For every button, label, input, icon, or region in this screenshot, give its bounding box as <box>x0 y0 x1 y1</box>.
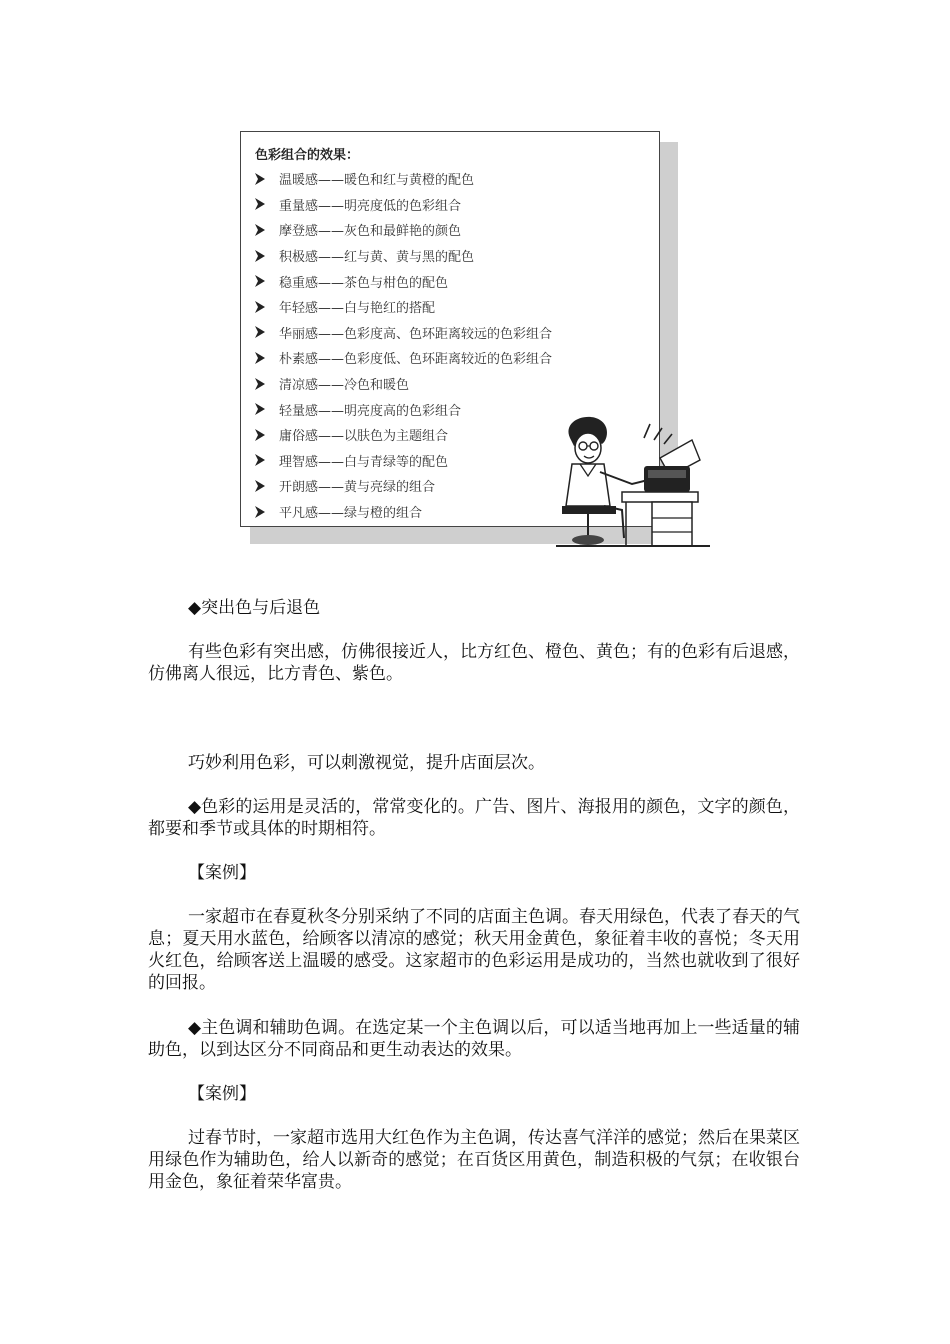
list-item: 摩登感——灰色和最鲜艳的颜色 <box>255 217 552 243</box>
typist-illustration <box>552 410 712 550</box>
arrow-bullet-icon <box>255 480 265 492</box>
list-item: 轻量感——明亮度高的色彩组合 <box>255 396 552 422</box>
arrow-bullet-icon <box>255 429 265 441</box>
list-item: 温暖感——暖色和红与黄橙的配色 <box>255 166 552 192</box>
list-item: 清凉感——冷色和暖色 <box>255 371 552 397</box>
body-paragraph: 有些色彩有突出感，仿佛很接近人，比方红色、橙色、黄色；有的色彩有后退感，仿佛离人很远，比方青色、紫色。 <box>148 642 800 684</box>
list-item: 重量感——明亮度低的色彩组合 <box>255 192 552 218</box>
arrow-bullet-icon <box>255 224 265 236</box>
body-paragraph: 过春节时，一家超市选用大红色作为主色调，传达喜气洋洋的感觉；然后在果菜区用绿色作为辅助色，给人以新奇的感觉；在百货区用黄色，制造积极的气氛；在收银台用金色，象征着荣华富贵。 <box>148 1128 800 1192</box>
list-item: 稳重感——茶色与柑色的配色 <box>255 268 552 294</box>
list-item: 庸俗感——以肤色为主题组合 <box>255 422 552 448</box>
arrow-bullet-icon <box>255 454 265 466</box>
arrow-bullet-icon <box>255 275 265 287</box>
arrow-bullet-icon <box>255 198 265 210</box>
body-paragraph: ◆色彩的运用是灵活的，常常变化的。广告、图片、海报用的颜色，文字的颜色，都要和季节或具体的时期相符。 <box>148 797 800 839</box>
body-paragraph: ◆主色调和辅助色调。在选定某一个主色调以后，可以适当地再加上一些适量的辅助色，以到达区分不同商品和更生动表达的效果。 <box>148 1018 800 1060</box>
figure-list <box>255 166 552 524</box>
list-item: 开朗感——黄与亮绿的组合 <box>255 473 552 499</box>
arrow-bullet-icon <box>255 506 265 518</box>
list-item: 年轻感——白与艳红的搭配 <box>255 294 552 320</box>
arrow-bullet-icon <box>255 326 265 338</box>
list-item: 积极感——红与黄、黄与黑的配色 <box>255 243 552 269</box>
section-heading: ◆突出色与后退色 <box>188 598 321 618</box>
list-item: 平凡感——绿与橙的组合 <box>255 499 552 525</box>
body-paragraph: 巧妙利用色彩，可以刺激视觉，提升店面层次。 <box>188 753 545 773</box>
arrow-bullet-icon <box>255 378 265 390</box>
list-item: 理智感——白与青绿等的配色 <box>255 448 552 474</box>
arrow-bullet-icon <box>255 250 265 262</box>
list-item: 华丽感——色彩度高、色环距离较远的色彩组合 <box>255 320 552 346</box>
body-paragraph: 一家超市在春夏秋冬分别采纳了不同的店面主色调。春天用绿色，代表了春天的气息；夏天用水蓝色，给顾客以清凉的感觉；秋天用金黄色，象征着丰收的喜悦；冬天用火红色，给顾客送上温暖的感受。这家超市的色彩运用是成功的，当然也就收到了很好的回报。 <box>148 907 800 993</box>
case-label: 【案例】 <box>188 1084 256 1104</box>
arrow-bullet-icon <box>255 173 265 185</box>
arrow-bullet-icon <box>255 352 265 364</box>
case-label: 【案例】 <box>188 863 256 883</box>
figure-title: 色彩组合的效果： <box>255 148 360 163</box>
arrow-bullet-icon <box>255 301 265 313</box>
list-item: 朴素感——色彩度低、色环距离较近的色彩组合 <box>255 345 552 371</box>
arrow-bullet-icon <box>255 403 265 415</box>
